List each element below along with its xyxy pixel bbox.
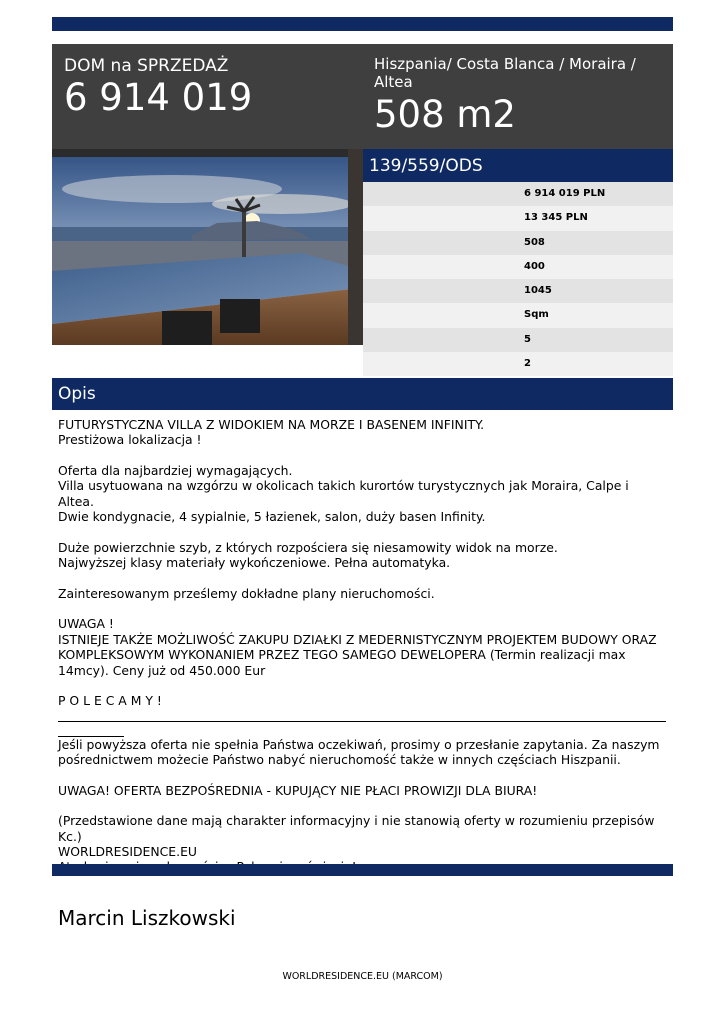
desc-line: ISTNIEJE TAKŻE MOŻLIWOŚĆ ZAKUPU DZIAŁKI Z MEDERNISTYCZNYM PROJEKTEM BUDOWY ORAZ KOMPLEKSOWYM WYKONANIEM PRZEZ TEGO SAMEGO DEWELOPERA (Termin realizacji max 14mcy). Ceny już od 450.000 Eur [58,631,657,678]
description [58,417,666,875]
spec-value: 6 914 019 PLN [524,188,606,199]
desc-line: Duże powierzchnie szyb, z których rozpościera się niesamowity widok na morze. [58,539,558,555]
listing-area: 508 m2 [374,93,516,136]
header-right [374,55,664,137]
spec-value: 400 [524,260,545,272]
top-accent-bar [52,17,673,31]
specs-table [363,182,673,376]
spec-value: Sqm [524,309,549,321]
listing-location: Hiszpania/ Costa Blanca / Moraira / Altea [374,55,636,91]
spec-row [363,231,673,255]
listing-type: DOM na SPRZEDAŻ [64,56,229,76]
spec-row [363,206,673,230]
spec-value: 508 [524,236,545,248]
spec-row [363,255,673,279]
desc-line: (Przedstawione dane mają charakter informacyjny i nie stanowią oferty w rozumieniu przepisów Kc.) [58,813,655,844]
desc-line: Oferta dla najbardziej wymagających. [58,463,293,479]
desc-line: FUTURYSTYCZNA VILLA Z WIDOKIEM NA MORZE I BASENEM INFINITY. [58,417,485,432]
desc-line: Najwyższej klasy materiały wykończeniowe. Pełna automatyka. [58,555,451,571]
spec-value: 13 345 PLN [524,212,588,224]
spec-value: 5 [524,333,531,345]
listing-header [52,44,673,149]
description-section-bar [52,378,673,410]
agent-name: Marcin Liszkowski [58,906,236,930]
desc-line: Zainteresowanym prześlemy dokładne plany nieruchomości. [58,585,435,601]
desc-line: Villa usytuowana na wzgórzu w okolicach takich kurortów turystycznych jak Moraira, Calpe i Altea. [58,478,629,509]
header-left [64,56,364,120]
reference-number: 139/559/ODS [369,156,483,176]
section-title: Opis [58,384,96,404]
desc-line: Jeśli powyższa oferta nie spełnia Państwa oczekiwań, prosimy o przesłanie zapytania. Za naszym pośrednictwem możecie Państwo nabyć nieruchomość także w innych częściach Hiszpanii. [58,736,660,767]
property-photo [52,149,363,345]
desc-line: UWAGA ! [58,616,114,632]
spec-row [363,352,673,376]
bottom-accent-bar [52,864,673,876]
desc-line: P O L E C A M Y ! [58,693,162,709]
desc-line: WORLDRESIDENCE.EU [58,843,197,859]
spec-row [363,303,673,327]
desc-line: Prestiżowa lokalizacja ! [58,432,202,448]
spec-value: 1045 [524,285,552,297]
spec-row [363,182,673,206]
page-footer: WORLDRESIDENCE.EU (MARCOM) [282,971,443,982]
divider-line [58,721,666,722]
reference-bar [363,149,673,182]
desc-line: UWAGA! OFERTA BEZPOŚREDNIA - KUPUJĄCY NIE PŁACI PROWIZJI DLA BIURA! [58,782,538,798]
desc-line: Dwie kondygnacie, 4 sypialnie, 5 łazienek, salon, duży basen Infinity. [58,509,486,525]
spec-value: 2 [524,358,531,370]
spec-row [363,328,673,352]
listing-price: 6 914 019 [64,76,253,119]
spec-row [363,279,673,303]
